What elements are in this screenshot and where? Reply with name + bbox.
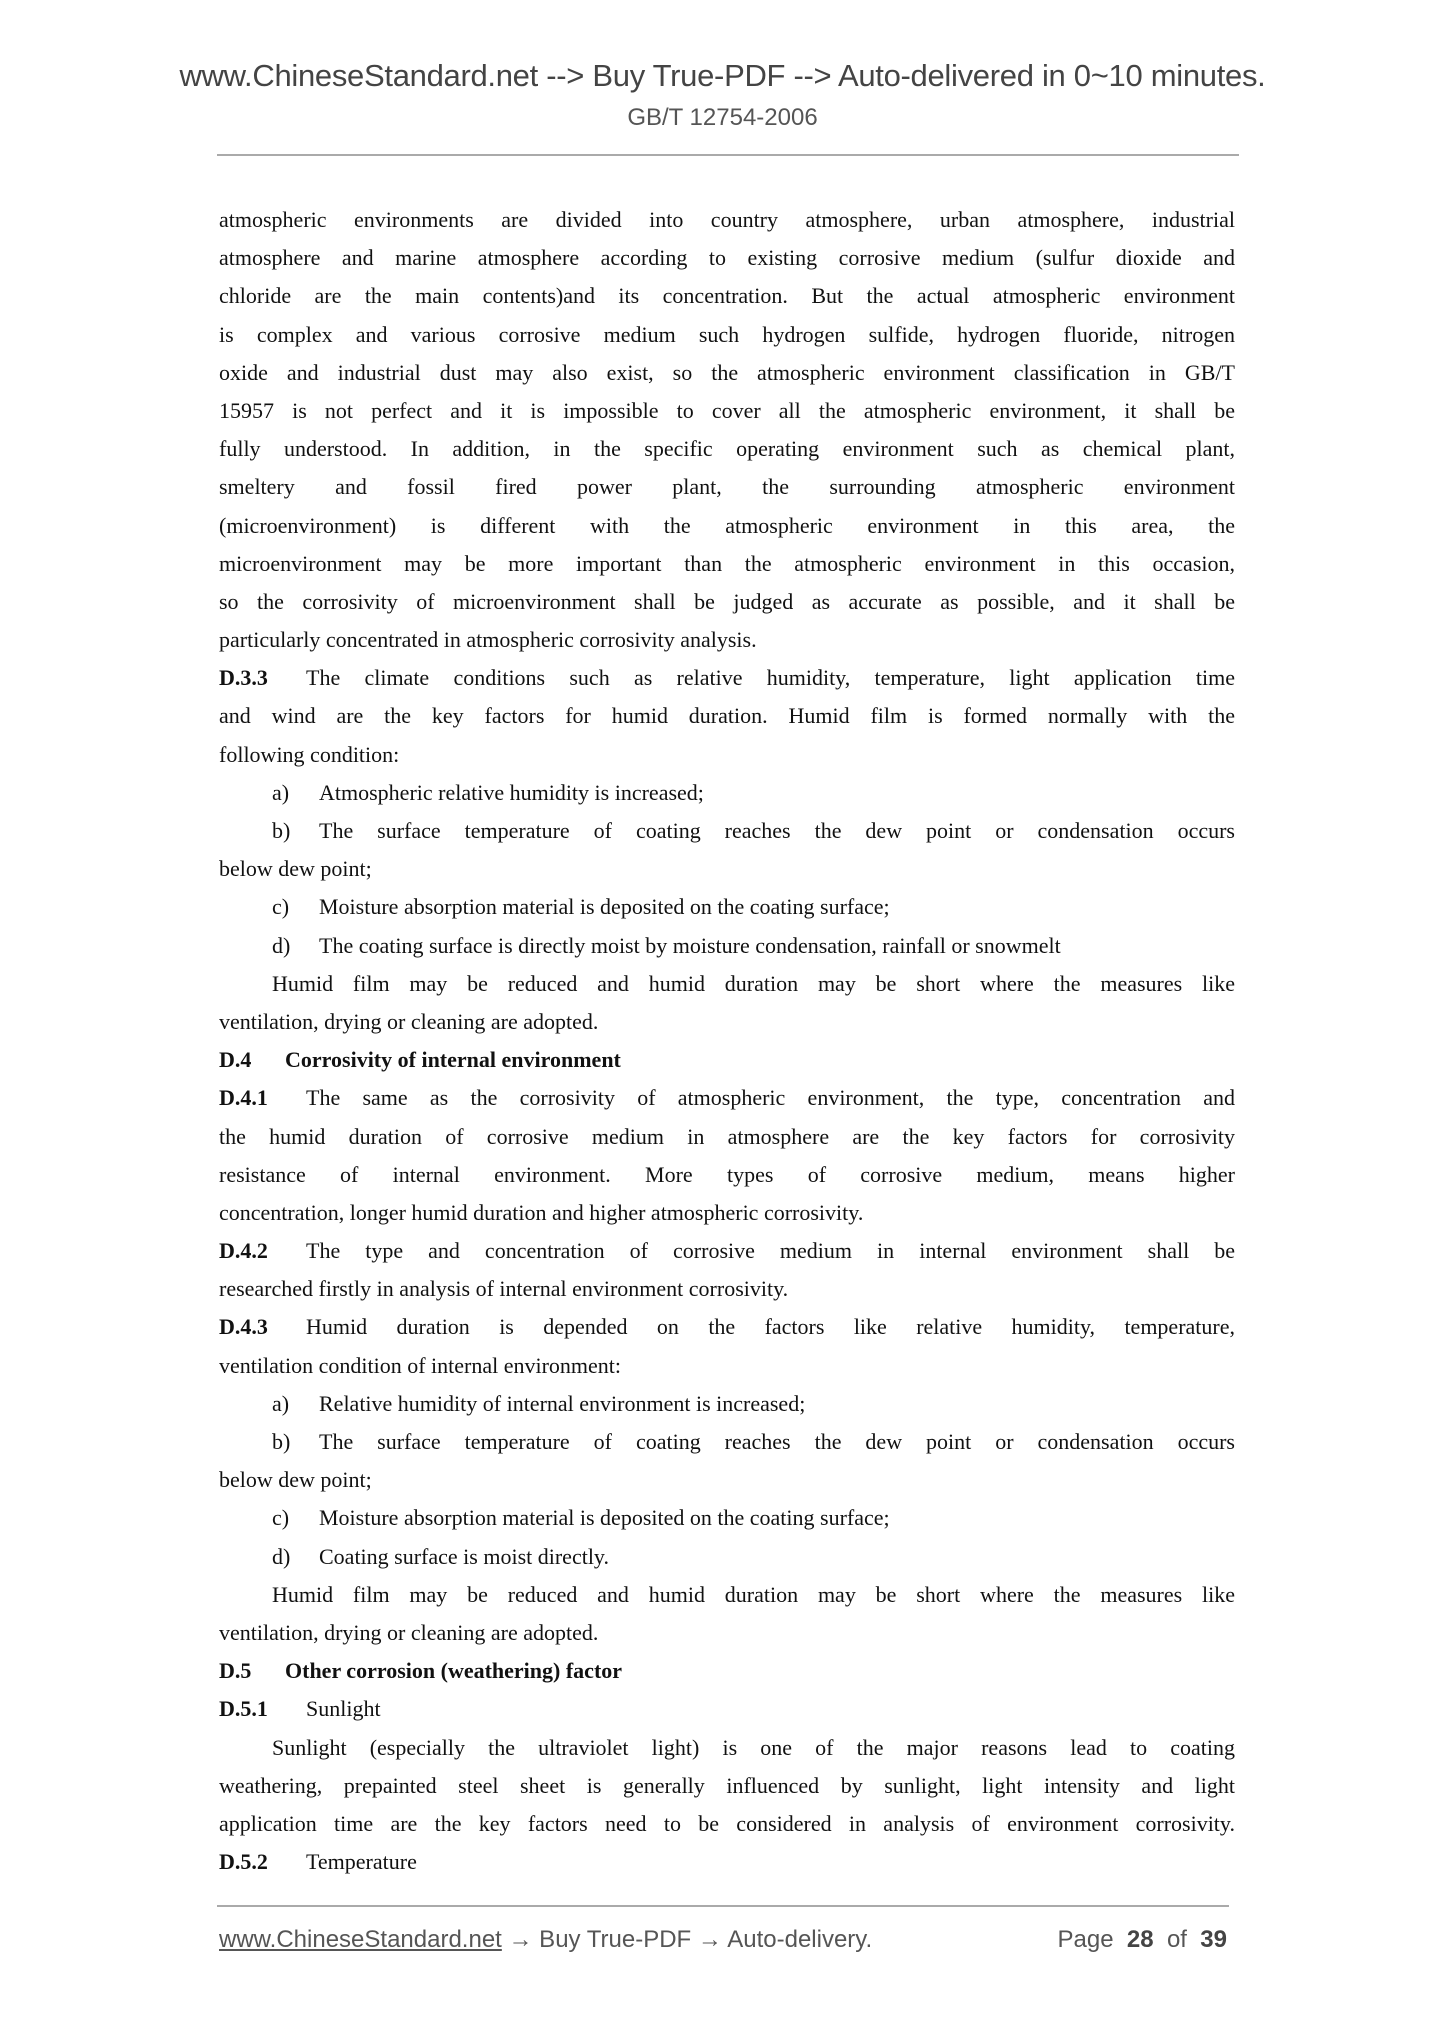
- clause-label: b): [272, 818, 291, 843]
- page-word: Page: [1057, 1926, 1114, 1953]
- line-text: The surface temperature of coating reaches the dew point or condensation occurs: [319, 818, 1235, 843]
- clause-heading-line: [219, 1843, 1235, 1881]
- standard-code: GB/T 12754-2006: [627, 104, 818, 131]
- text-line: concentration, longer humid duration and higher atmospheric corrosivity.: [219, 1199, 864, 1225]
- clause-heading-line: [219, 1041, 1235, 1079]
- clause-label: c): [272, 1505, 290, 1531]
- text-line: application time are the key factors need to be considered in analysis of environment corrosivity.: [219, 1810, 1235, 1836]
- clause-label: b): [272, 1429, 291, 1454]
- clause-label: D.3.3: [219, 665, 268, 691]
- clause-label: D.4.3: [219, 1314, 268, 1340]
- text-line: 15957 is not perfect and it is impossible to cover all the atmospheric environment, it shall be: [219, 397, 1235, 423]
- line-text: Corrosivity of internal environment: [285, 1047, 621, 1073]
- clause-label: D.4.1: [219, 1085, 268, 1111]
- clause-label: D.5.2: [219, 1849, 268, 1875]
- line-text: The same as the corrosivity of atmospheric environment, the type, concentration and: [306, 1085, 1235, 1111]
- text-line: microenvironment may be more important than the atmospheric environment in this occasion,: [219, 550, 1235, 576]
- clause-label: D.4: [219, 1047, 252, 1073]
- of-word: of: [1166, 1926, 1187, 1953]
- text-line: fully understood. In addition, in the specific operating environment such as chemical plant,: [219, 436, 1235, 462]
- line-text: Temperature: [306, 1849, 417, 1875]
- document-body: [219, 201, 1235, 1881]
- clause-label: D.5.1: [219, 1696, 268, 1722]
- text-line: and wind are the key factors for humid duration. Humid film is formed normally with the: [219, 703, 1235, 729]
- clause-heading-line: [219, 659, 1235, 697]
- list-item-line: [219, 1385, 1235, 1423]
- line-text: Coating surface is moist directly.: [319, 1543, 610, 1569]
- clause-heading-line: [219, 1308, 1235, 1346]
- text-line: particularly concentrated in atmospheric corrosivity analysis.: [219, 627, 757, 653]
- list-item-line: [219, 1499, 1235, 1537]
- clause-label: D.5: [219, 1658, 252, 1684]
- footer-divider: [217, 1905, 1229, 1907]
- text-line: atmosphere and marine atmosphere according to existing corrosive medium (sulfur dioxide and: [219, 245, 1235, 271]
- text-line: so the corrosivity of microenvironment shall be judged as accurate as possible, and it shall be: [219, 588, 1235, 614]
- footer-text: → Buy True-PDF → Auto-delivery.: [501, 1926, 873, 1953]
- clause-label: d): [272, 932, 291, 958]
- line-text: Relative humidity of internal environment is increased;: [319, 1390, 806, 1416]
- text-line: ventilation, drying or cleaning are adopted.: [219, 1008, 599, 1034]
- line-text: Other corrosion (weathering) factor: [285, 1658, 623, 1684]
- clause-label: c): [272, 894, 290, 920]
- clause-label: D.4.2: [219, 1238, 268, 1264]
- page-number: 28: [1126, 1926, 1154, 1953]
- line-text: The type and concentration of corrosive medium in internal environment shall be: [306, 1238, 1235, 1264]
- line-text: Moisture absorption material is deposited on the coating surface;: [319, 1505, 890, 1531]
- clause-heading-line: [219, 1652, 1235, 1690]
- text-line: oxide and industrial dust may also exist, so the atmospheric environment classification in GB/T: [219, 359, 1235, 385]
- clause-heading-line: [219, 1690, 1235, 1728]
- clause-heading-line: [219, 1079, 1235, 1117]
- text-line: is complex and various corrosive medium such hydrogen sulfide, hydrogen fluoride, nitrogen: [219, 321, 1235, 347]
- list-item-line: [219, 812, 1235, 850]
- line-text: Humid duration is depended on the factors like relative humidity, temperature,: [306, 1314, 1235, 1340]
- footer: [219, 1926, 1235, 1954]
- clause-label: a): [272, 1390, 290, 1416]
- text-line: weathering, prepainted steel sheet is generally influenced by sunlight, light intensity and light: [219, 1772, 1235, 1798]
- line-text: The climate conditions such as relative humidity, temperature, light application time: [306, 665, 1235, 691]
- list-item-line: [219, 774, 1235, 812]
- text-line: Humid film may be reduced and humid duration may be short where the measures like: [272, 970, 1235, 996]
- page-indicator: [1057, 1926, 1227, 1954]
- text-line: below dew point;: [219, 856, 372, 882]
- header-banner: www.ChineseStandard.net --> Buy True-PDF --> Auto-delivered in 0~10 minutes.: [179, 58, 1266, 93]
- line-text: Moisture absorption material is deposited on the coating surface;: [319, 894, 890, 920]
- list-item-line: [219, 888, 1235, 926]
- clause-label: d): [272, 1543, 291, 1569]
- list-item-line: [219, 1538, 1235, 1576]
- list-item-line: [219, 927, 1235, 965]
- text-line: atmospheric environments are divided into country atmosphere, urban atmosphere, industrial: [219, 207, 1235, 232]
- header-divider: [217, 154, 1239, 156]
- text-line: ventilation condition of internal environment:: [219, 1352, 622, 1378]
- text-line: smeltery and fossil fired power plant, the surrounding atmospheric environment: [219, 474, 1235, 500]
- text-line: following condition:: [219, 741, 400, 767]
- line-text: The surface temperature of coating reaches the dew point or condensation occurs: [319, 1429, 1235, 1454]
- text-line: chloride are the main contents)and its concentration. But the actual atmospheric environment: [219, 283, 1235, 309]
- text-line: researched firstly in analysis of internal environment corrosivity.: [219, 1276, 789, 1302]
- clause-label: a): [272, 779, 290, 805]
- list-item-line: [219, 1423, 1235, 1461]
- footer-site-link[interactable]: www.ChineseStandard.net: [219, 1926, 502, 1953]
- line-text: Sunlight: [306, 1696, 381, 1722]
- page-total: 39: [1200, 1926, 1227, 1953]
- text-line: Sunlight (especially the ultraviolet light) is one of the major reasons lead to coating: [272, 1734, 1235, 1760]
- text-line: Humid film may be reduced and humid duration may be short where the measures like: [272, 1581, 1235, 1607]
- text-line: ventilation, drying or cleaning are adopted.: [219, 1619, 599, 1645]
- text-line: resistance of internal environment. More types of corrosive medium, means higher: [219, 1161, 1235, 1187]
- clause-heading-line: [219, 1232, 1235, 1270]
- text-line: the humid duration of corrosive medium in atmosphere are the key factors for corrosivity: [219, 1123, 1235, 1149]
- line-text: The coating surface is directly moist by moisture condensation, rainfall or snowmelt: [319, 932, 1061, 958]
- text-line: (microenvironment) is different with the atmospheric environment in this area, the: [219, 512, 1235, 538]
- text-line: below dew point;: [219, 1467, 372, 1493]
- line-text: Atmospheric relative humidity is increased;: [319, 779, 704, 805]
